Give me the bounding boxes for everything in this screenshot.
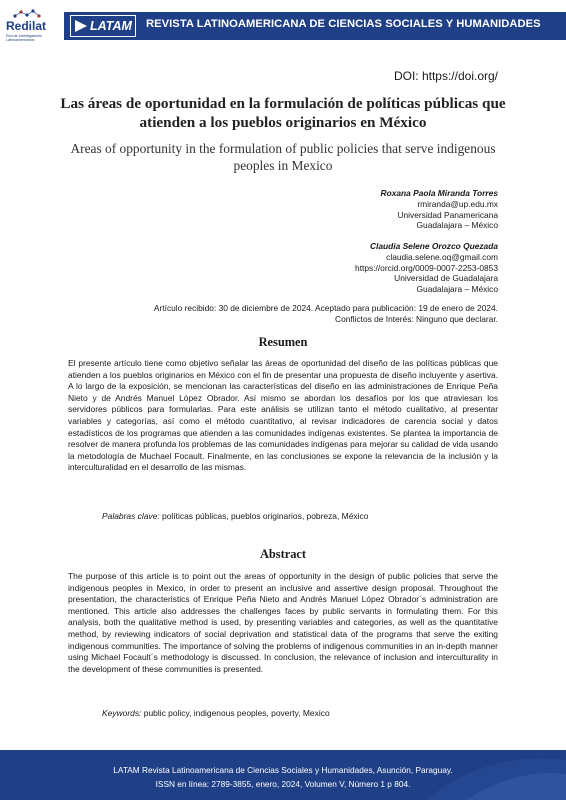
author-name: Claudia Selene Orozco Quezada <box>370 241 498 251</box>
keywords-label: Palabras clave: <box>102 511 160 521</box>
resumen-body: El presente artículo tiene como objetivo señalar las áreas de oportunidad del diseño de las políticas públicas que atienden a los pueblos originarios en México con el fin de presentar una propuesta de diseño incluyente y asertiva. A lo largo de la exposición, se mencionan las características del diseño en las administraciones de Enrique Peña Nieto y de Andrés Manuel López Obrador. Así mismo se abordan los desafíos por los que atraviesan los servidores públicos para formularlas. Para este análisis se utilizan tanto el método cualitativo, al presentar variables y categorías, así como el método cuantitativo, al revisar indicadores de carencia social y datos estadísticos de los programas que atienden a las comunidades indígenas existentes. Se plantea la importancia de resolver de manera profunda los problemas de las comunidades indígenas para mejorar su calidad de vida usando la metodología de Muchael Focault. Finalmente, en las conclusiones se expone la relevancia de la inclusión y la interculturalidad en el desarrollo de las mismas. <box>68 358 498 473</box>
journal-title: REVISTA LATINOAMERICANA DE CIENCIAS SOCIALES Y HUMANIDADES <box>146 18 541 30</box>
article-dates <box>154 303 498 325</box>
article-title-en: Areas of opportunity in the formulation of public policies that serve indigenous peoples in Mexico <box>70 141 496 173</box>
redilat-logo <box>6 6 62 48</box>
conflicts-of-interest: Conflictos de Interés: Ninguno que declarar. <box>335 313 498 324</box>
footer-citation: LATAM Revista Latinoamericana de Ciencias Sociales y Humanidades, Asunción, Paraguay. <box>113 765 453 775</box>
page-header <box>0 0 566 52</box>
keywords-label: Keywords: <box>102 708 142 718</box>
author-name: Roxana Paola Miranda Torres <box>380 188 498 198</box>
keywords-list: public policy, indigenous peoples, poverty, Mexico <box>143 708 330 718</box>
keywords-list: políticas públicas, pueblos originarios, pobreza, México <box>162 511 369 521</box>
author-block-2 <box>355 241 498 295</box>
author-affiliation: Universidad Panamericana <box>397 209 498 220</box>
abstract-heading: Abstract <box>259 547 307 561</box>
author-block-1 <box>381 188 498 231</box>
footer-decoration <box>406 750 566 800</box>
play-arrow-icon <box>74 19 88 33</box>
author-orcid[interactable]: https://orcid.org/0009-0007-2253-0853 <box>355 262 498 273</box>
author-location: Guadalajara – México <box>416 220 498 231</box>
abstract-body: The purpose of this article is to point out the areas of opportunity in the design of public policies that serve the indigenous peoples in Mexico, in order to present an inclusive and assertive design proposal. Throughout the presentation, the characteristics of Enrique Peña Nieto and Andrés Manuel López Obrador´s administration are mentioned. This article also addresses the challenges faces by public servants in formulating them. For this analysis, both the qualitative method is used, by presenting variables and categories, as well as the quantitative method, by reviewing indicators of social deprivation and statistical data of the programs that serve the exiting indigenous communities. The importance of solving the problems of indigenous communities in an in-depth manner using Michael Focault´s methodology is discussed. In conclusion, the relevance of inclusion and interculturality in the development of these communities is presented. <box>68 571 498 674</box>
author-location: Guadalajara – México <box>416 284 498 295</box>
keywords-en <box>102 708 330 718</box>
latam-logo <box>70 15 136 37</box>
keywords-es <box>102 511 368 521</box>
redilat-name: Redilat <box>6 19 47 33</box>
author-affiliation: Universidad de Guadalajara <box>394 273 498 284</box>
doi-link[interactable]: DOI: https://doi.org/ <box>393 69 498 83</box>
latam-label: LATAM <box>90 19 132 33</box>
page-footer <box>0 750 566 800</box>
footer-issn: ISSN en línea: 2789-3855, enero, 2024, Volumen V, Número 1 p 804. <box>155 779 411 789</box>
redilat-subtitle: Red de Investigadores Latinoamericanos <box>6 34 42 42</box>
article-title-es: Las áreas de oportunidad en la formulación de políticas públicas que atienden a los pueblos originarios en México <box>60 95 506 131</box>
author-email[interactable]: rmiranda@up.edu.mx <box>417 198 498 209</box>
author-email[interactable]: claudia.selene.oq@gmail.com <box>386 251 498 262</box>
received-accepted: Artículo recibido: 30 de diciembre de 2024. Aceptado para publicación: 19 de enero de 2024. <box>153 303 498 313</box>
resumen-heading: Resumen <box>258 335 308 349</box>
